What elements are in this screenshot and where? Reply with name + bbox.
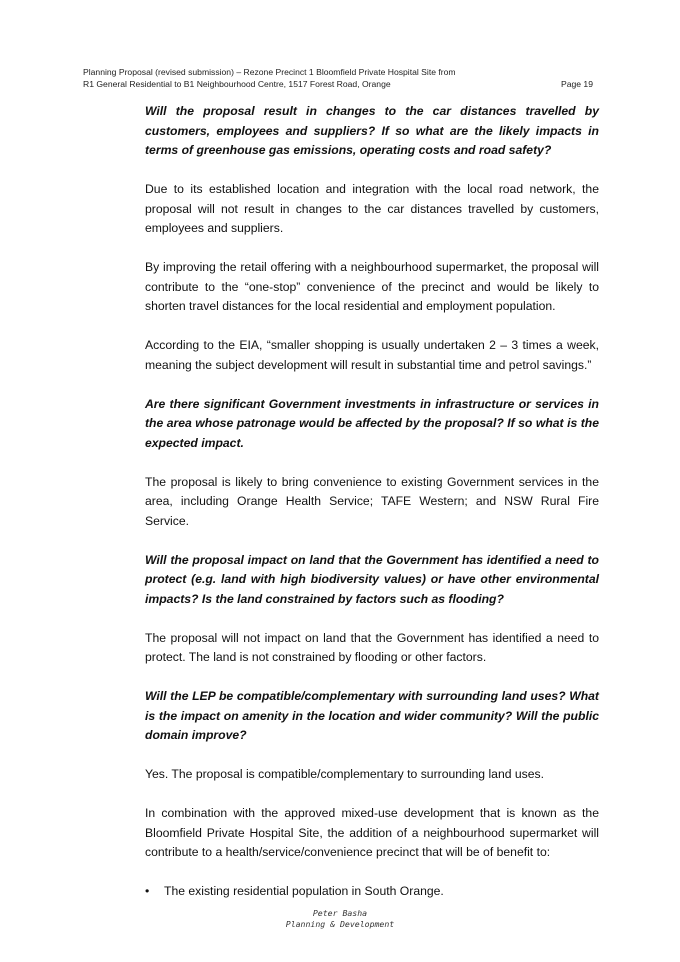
answer-paragraph-7: In combination with the approved mixed-use development that is known as the Bloomfield Private Hospital Site, the addition of a neighbourhood supermarket will contribute to a health/service/convenience precinct that will be of benefit to: [145, 806, 599, 859]
page-footer [0, 908, 680, 930]
footer-company: Planning & Development [285, 919, 395, 929]
footer-author: Peter Basha [312, 908, 368, 918]
page-header [83, 66, 593, 90]
question-car-distances: Will the proposal result in changes to the car distances travelled by customers, employees and suppliers? If so what are the likely impacts in terms of greenhouse gas emissions, operating costs and road safety? [145, 104, 599, 157]
page-number: Page 19 [560, 79, 593, 89]
bullet-icon: • [145, 884, 150, 898]
answer-paragraph-3: According to the EIA, “smaller shopping is usually undertaken 2 – 3 times a week, meaning the subject development will result in substantial time and petrol savings.” [145, 338, 599, 372]
header-title-line-2: R1 General Residential to B1 Neighbourhood Centre, 1517 Forest Road, Orange [83, 79, 391, 89]
answer-paragraph-4: The proposal is likely to bring convenience to existing Government services in the area, including Orange Health Service; TAFE Western; and NSW Rural Fire Service. [145, 474, 599, 528]
header-title-line-1: Planning Proposal (revised submission) – Rezone Precinct 1 Bloomfield Private Hospital Site from [83, 67, 456, 77]
question-government-investments: Are there significant Government investments in infrastructure or services in the area whose patronage would be affected by the proposal? If so what is the expected impact. [145, 396, 599, 450]
bullet-text: The existing residential population in South Orange. [164, 884, 444, 898]
bullet-list-item [145, 882, 599, 902]
question-land-use-compatibility: Will the LEP be compatible/complementary with surrounding land uses? What is the impact on amenity in the location and wider community? Will the public domain improve? [145, 689, 599, 742]
question-protected-land: Will the proposal impact on land that the Government has identified a need to protect (e.g. land with high biodiversity values) or have other environmental impacts? Is the land constrained by factors such as flooding? [145, 552, 599, 606]
answer-paragraph-6: Yes. The proposal is compatible/complementary to surrounding land uses. [145, 767, 545, 781]
answer-paragraph-1: Due to its established location and integration with the local road network, the proposal will not result in changes to the car distances travelled by customers, employees and suppliers. [145, 182, 599, 235]
answer-paragraph-2: By improving the retail offering with a neighbourhood supermarket, the proposal will contribute to the “one-stop” convenience of the precinct and would be likely to shorten travel distances for the local residential and employment population. [145, 260, 599, 313]
answer-paragraph-5: The proposal will not impact on land that the Government has identified a need to protect. The land is not constrained by flooding or other factors. [145, 630, 599, 664]
document-body [145, 102, 599, 902]
